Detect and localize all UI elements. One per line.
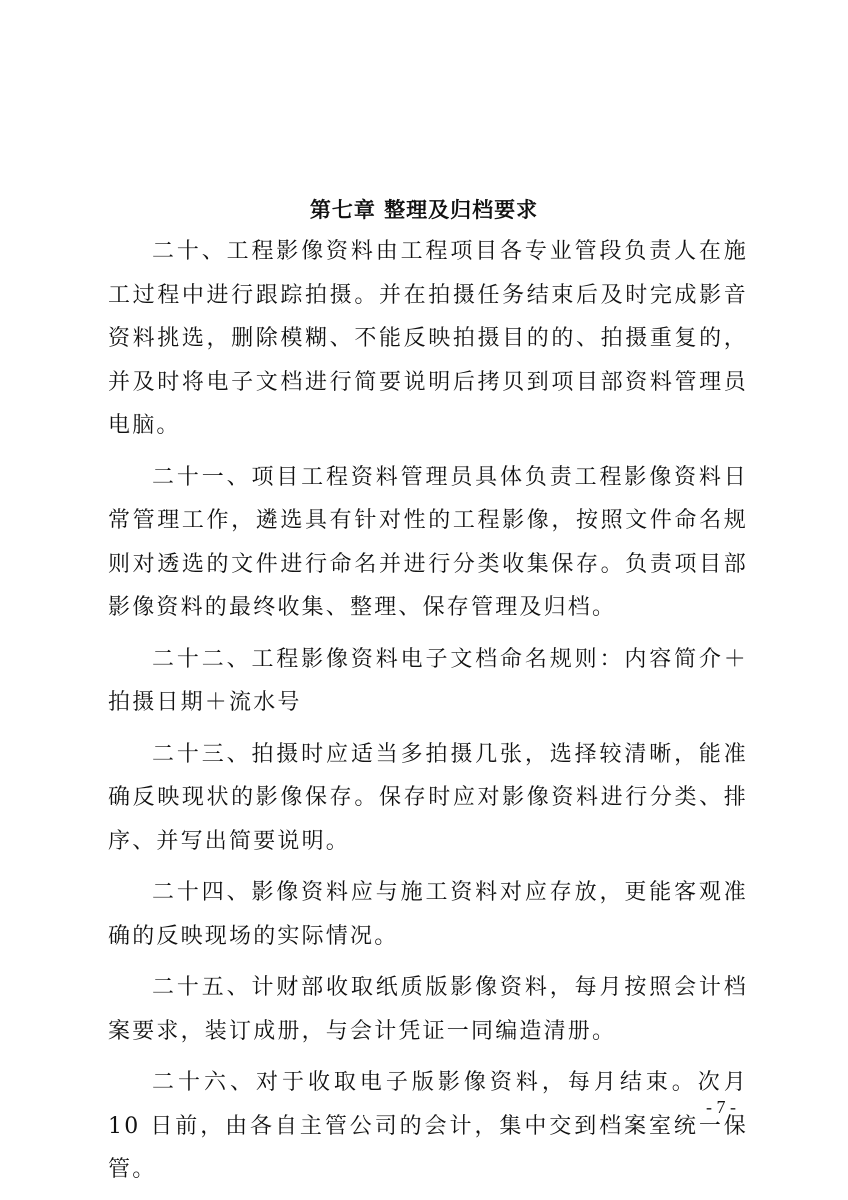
paragraph-20: 二十、工程影像资料由工程项目各专业管段负责人在施工过程中进行跟踪拍摄。并在拍摄任务结束后及时完成影音资料挑选，删除模糊、不能反映拍摄目的的、拍摄重复的，并及时将电子文档进行简要说明后拷贝到项目部资料管理员电脑。	[108, 239, 748, 438]
paragraph-22: 二十二、工程影像资料电子文档命名规则：内容简介＋拍摄日期＋流水号	[108, 646, 748, 715]
paragraph-25: 二十五、计财部收取纸质版影像资料，每月按照会计档案要求，装订成册，与会计凭证一同编造清册。	[108, 975, 748, 1044]
chapter-title: 第七章 整理及归档要求	[309, 198, 539, 222]
paragraph-24: 二十四、影像资料应与施工资料对应存放，更能客观准确的反映现场的实际情况。	[108, 880, 748, 949]
paragraph-21: 二十一、项目工程资料管理员具体负责工程影像资料日常管理工作，遴选具有针对性的工程影像，按照文件命名规则对透选的文件进行命名并进行分类收集保存。负责项目部影像资料的最终收集、整理、保存管理及归档。	[108, 464, 748, 620]
paragraph-26: 二十六、对于收取电子版影像资料，每月结束。次月 10 日前，由各自主管公司的会计，集中交到档案室统一保管。	[108, 1070, 748, 1182]
paragraph-23: 二十三、拍摄时应适当多拍摄几张，选择较清晰，能准确反映现状的影像保存。保存时应对影像资料进行分类、排序、并写出简要说明。	[108, 741, 748, 854]
body-text	[108, 230, 748, 1192]
page-number: - 7 -	[706, 1097, 736, 1117]
